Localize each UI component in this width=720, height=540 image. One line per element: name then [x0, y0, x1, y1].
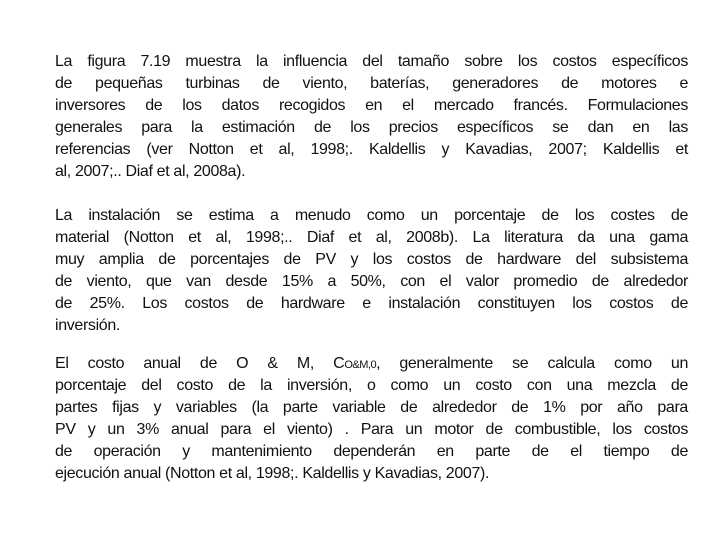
paragraph-3	[55, 353, 688, 485]
text-line: de 25%. Los costos de hardware e instalación constituyen los costos de	[55, 295, 688, 312]
text-line: de pequeñas turbinas de viento, baterías, generadores de motores e	[55, 75, 688, 92]
text-line: inversión.	[55, 317, 120, 334]
paragraph-2	[55, 205, 688, 337]
text-line: de viento, que van desde 15% a 50%, con el valor promedio de alrededor	[55, 273, 688, 290]
text-line: ejecución anual (Notton et al, 1998;. Kaldellis y Kavadias, 2007).	[55, 465, 490, 482]
text-line	[55, 353, 688, 375]
text-line: PV y un 3% anual para el viento) . Para un motor de combustible, los costos	[55, 421, 688, 438]
text-line: inversores de los datos recogidos en el mercado francés. Formulaciones	[55, 97, 688, 114]
text-segment: El costo anual de O & M, C	[55, 355, 345, 372]
text-line: porcentaje del costo de la inversión, o como un costo con una mezcla de	[55, 377, 688, 394]
text-line: La instalación se estima a menudo como un porcentaje de los costes de	[55, 207, 688, 224]
paragraph-1	[55, 51, 688, 183]
text-line: muy amplia de porcentajes de PV y los costos de hardware del subsistema	[55, 251, 688, 268]
text-line: de operación y mantenimiento dependerán en parte de el tiempo de	[55, 443, 688, 460]
text-segment: , generalmente se calcula como un	[376, 355, 688, 372]
text-line: material (Notton et al, 1998;.. Diaf et al, 2008b). La literatura da una gama	[55, 229, 688, 246]
text-line: al, 2007;.. Diaf et al, 2008a).	[55, 163, 246, 180]
cost-subscript: O&M,0	[344, 359, 377, 371]
text-line: referencias (ver Notton et al, 1998;. Kaldellis y Kavadias, 2007; Kaldellis et	[55, 141, 688, 158]
text-line: partes fijas y variables (la parte variable de alrededor de 1% por año para	[55, 399, 688, 416]
text-line: La figura 7.19 muestra la influencia del tamaño sobre los costos específicos	[55, 53, 688, 70]
text-line: generales para la estimación de los precios específicos se dan en las	[55, 119, 688, 136]
